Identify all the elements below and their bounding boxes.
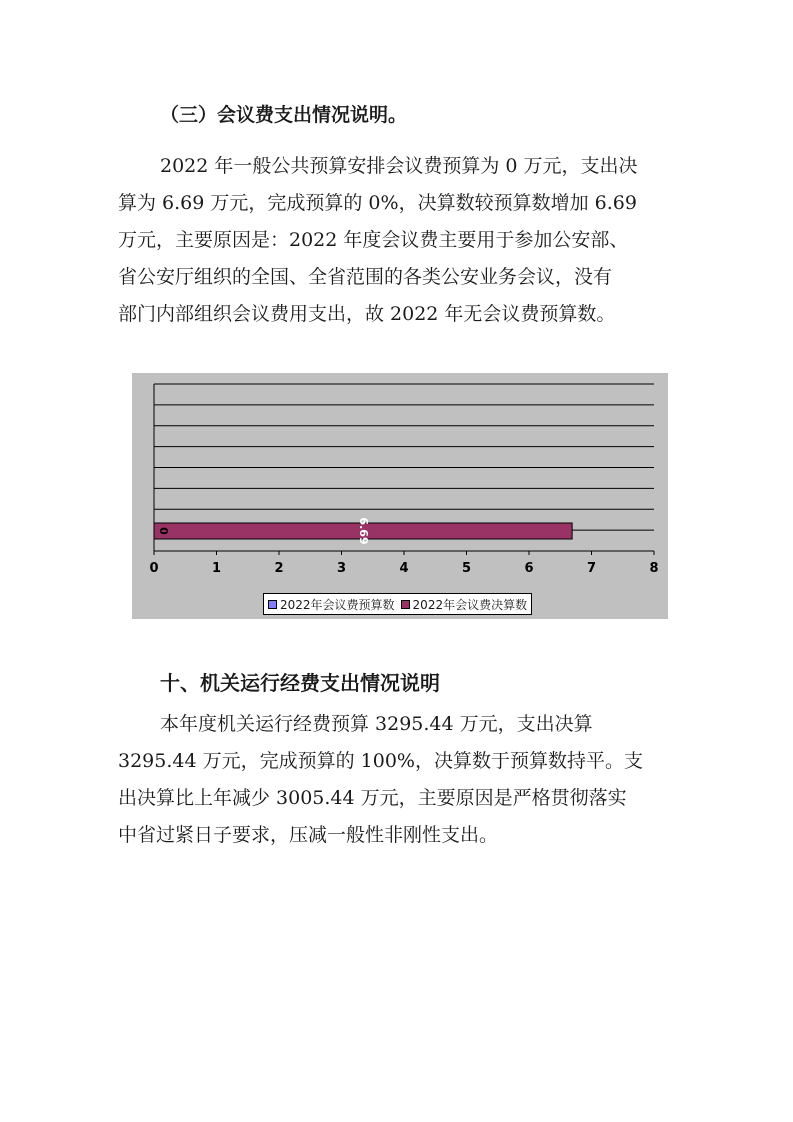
chart-legend <box>263 593 532 615</box>
paragraph-line: 省公安厅组织的全国、全省范围的各类公安业务会议，没有 <box>118 266 613 288</box>
section-heading-operating-expenses: 十、机关运行经费支出情况说明 <box>160 671 440 695</box>
legend-label-actual: 2022年会议费决算数 <box>412 597 528 612</box>
x-tick-label: 2 <box>274 561 284 576</box>
data-label-budget: 0 <box>157 527 170 535</box>
paragraph-line: 万元，主要原因是：2022 年度会议费主要用于参加公安部、 <box>118 229 629 251</box>
legend-swatch-actual <box>401 600 410 609</box>
paragraph-line: 出决算比上年减少 3005.44 万元，主要原因是严格贯彻落实 <box>118 787 627 809</box>
chart-canvas <box>132 373 668 619</box>
x-tick-label: 7 <box>586 561 597 576</box>
legend-item-actual <box>401 596 528 613</box>
legend-swatch-budget <box>268 600 277 609</box>
paragraph-line: 2022 年一般公共预算安排会议费预算为 0 万元，支出决 <box>160 155 638 177</box>
x-tick-label: 4 <box>399 561 409 576</box>
meeting-fees-bar-chart <box>132 373 668 619</box>
x-tick-label: 0 <box>149 561 159 576</box>
x-tick-label: 8 <box>649 561 659 576</box>
section-heading-meeting-fees: （三）会议费支出情况说明。 <box>160 104 408 126</box>
paragraph-line: 中省过紧日子要求，压减一般性非刚性支出。 <box>118 824 499 846</box>
paragraph-line: 部门内部组织会议费用支出，故 2022 年无会议费预算数。 <box>118 303 616 325</box>
x-tick-label: 6 <box>524 561 534 576</box>
x-tick-label: 3 <box>336 561 347 576</box>
data-label-actual: 6.69 <box>357 517 371 545</box>
x-tick-label: 1 <box>211 561 222 576</box>
x-tick-label: 5 <box>461 561 472 576</box>
paragraph-line: 3295.44 万元，完成预算的 100%，决算数于预算数持平。支 <box>118 750 643 772</box>
legend-label-budget: 2022年会议费预算数 <box>280 597 395 612</box>
paragraph-line: 本年度机关运行经费预算 3295.44 万元，支出决算 <box>160 713 593 735</box>
paragraph-line: 算为 6.69 万元，完成预算的 0%，决算数较预算数增加 6.69 <box>118 192 637 214</box>
legend-item-budget <box>268 596 395 613</box>
